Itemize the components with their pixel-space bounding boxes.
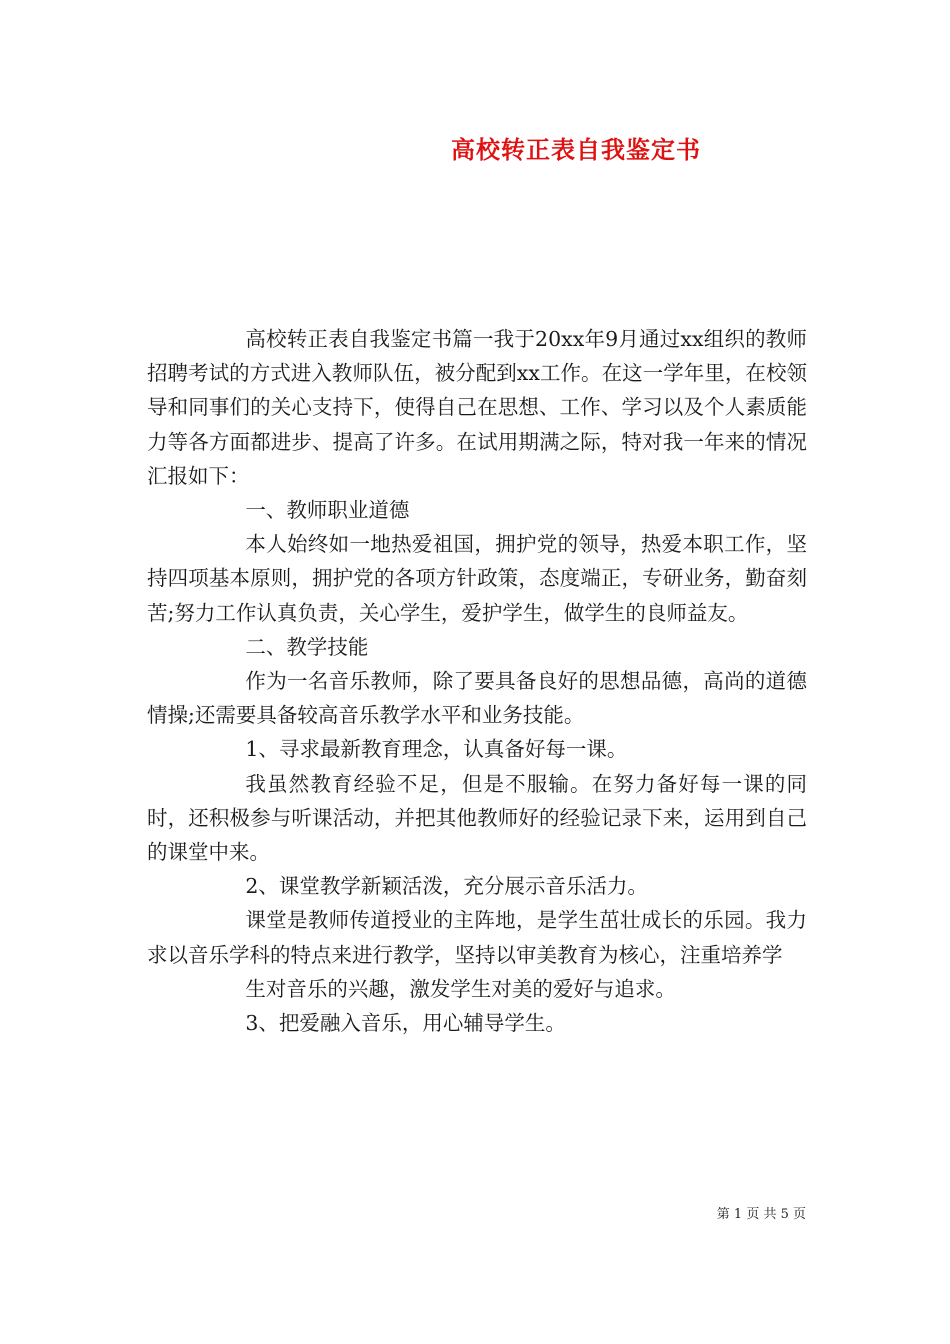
paragraph-skills: 作为一名音乐教师，除了要具备良好的思想品德，高尚的道德情操;还需要具备较高音乐教学水平和业务技能。	[147, 669, 807, 728]
paragraph-classroom-cont: 生对音乐的兴趣，激发学生对美的爱好与追求。	[245, 976, 676, 1001]
subheading-3: 3、把爱融入音乐，用心辅导学生。	[245, 1011, 566, 1036]
subheading-1: 1、寻求最新教育理念，认真备好每一课。	[245, 737, 628, 762]
subheading-2: 2、课堂教学新颖活泼，充分展示音乐活力。	[245, 874, 648, 899]
page-number: 第 1 页 共 5 页	[716, 1207, 806, 1222]
paragraph-classroom: 课堂是教师传道授业的主阵地，是学生茁壮成长的乐园。我力求以音乐学科的特点来进行教学，坚持以审美教育为核心，注重培养学	[147, 908, 807, 967]
paragraph-intro: 高校转正表自我鉴定书篇一我于20xx年9月通过xx组织的教师招聘考试的方式进入教师队伍，被分配到xx工作。在这一学年里，在校领导和同事们的关心支持下，使得自己在思想、工作、学习以及个人素质能力等各方面都进步、提高了许多。在试用期满之际，特对我一年来的情况汇报如下：	[147, 327, 807, 488]
section-heading-ethics: 一、教师职业道德	[245, 498, 410, 523]
document-body	[147, 322, 807, 1040]
document-title: 高校转正表自我鉴定书	[451, 135, 701, 164]
paragraph-ethics: 本人始终如一地热爱祖国，拥护党的领导，热爱本职工作，坚持四项基本原则，拥护党的各项方针政策，态度端正，专研业务，勤奋刻苦;努力工作认真负责，关心学生，爱护学生，做学生的良师益友。	[147, 532, 807, 625]
paragraph-preparation: 我虽然教育经验不足，但是不服输。在努力备好每一课的同时，还积极参与听课活动，并把其他教师好的经验记录下来，运用到自己的课堂中来。	[147, 771, 807, 865]
section-heading-skills: 二、教学技能	[245, 634, 369, 659]
